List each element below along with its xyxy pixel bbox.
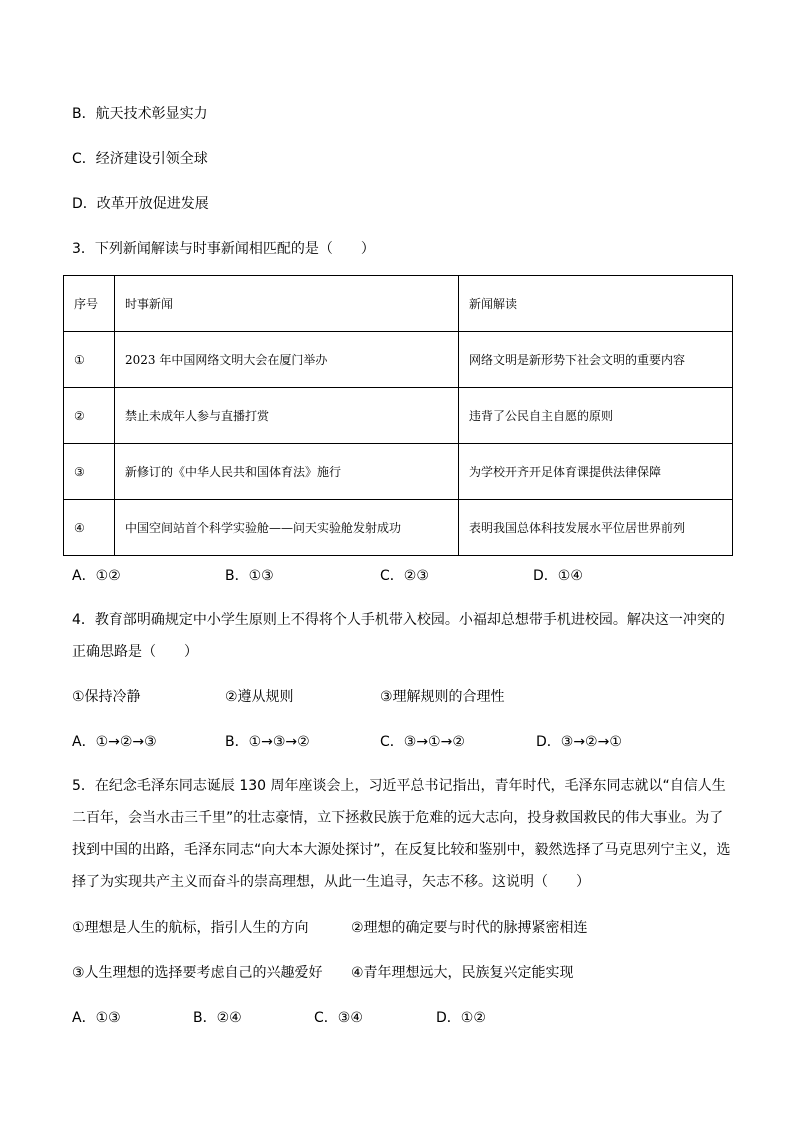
row-index: ④	[64, 500, 115, 556]
q5-option-c: C．③④	[314, 1010, 363, 1026]
q5-stem-line-3: 找到中国的出路，毛泽东同志“向大本大源处探讨”，在反复比较和鉴别中，毅然选择了马克思列宁主义，选	[72, 842, 731, 858]
q4-option-a: A．①→②→③	[72, 734, 157, 750]
q3-stem: 3．下列新闻解读与时事新闻相匹配的是（ ）	[72, 241, 375, 257]
table-row	[64, 332, 733, 388]
row-index: ②	[64, 388, 115, 444]
table-header-row	[64, 276, 733, 332]
q3-option-d: D．①④	[533, 568, 583, 584]
table-row	[64, 388, 733, 444]
q3-option-b: B．①③	[225, 568, 274, 584]
row-news: 新修订的《中华人民共和国体育法》施行	[115, 444, 459, 500]
q5-item-2: ②理想的确定要与时代的脉搏紧密相连	[351, 920, 588, 936]
header-interpretation: 新闻解读	[459, 276, 733, 332]
q5-stem-line-1: 5．在纪念毛泽东同志诞辰 130 周年座谈会上，习近平总书记指出，青年时代，毛泽东同志就以“自信人生	[72, 778, 726, 794]
header-index: 序号	[64, 276, 115, 332]
table-row	[64, 444, 733, 500]
q4-item-1: ①保持冷静	[72, 689, 141, 705]
row-index: ③	[64, 444, 115, 500]
row-interpretation: 表明我国总体科技发展水平位居世界前列	[459, 500, 733, 556]
row-interpretation: 违背了公民自主自愿的原则	[459, 388, 733, 444]
q3-news-table	[63, 275, 733, 556]
q3-option-a: A．①②	[72, 568, 121, 584]
q3-option-c: C．②③	[380, 568, 429, 584]
q5-option-b: B．②④	[193, 1010, 242, 1026]
q4-option-d: D．③→②→①	[536, 734, 622, 750]
row-news: 2023 年中国网络文明大会在厦门举办	[115, 332, 459, 388]
table-row	[64, 500, 733, 556]
row-interpretation: 网络文明是新形势下社会文明的重要内容	[459, 332, 733, 388]
q4-item-2: ②遵从规则	[225, 689, 294, 705]
q5-stem-line-4: 择了为实现共产主义而奋斗的崇高理想，从此一生追寻，矢志不移。这说明（ ）	[72, 874, 590, 890]
q5-stem-line-2: 二百年，会当水击三千里”的壮志豪情，立下拯救民族于危难的远大志向，投身救国救民的伟大事业。为了	[72, 810, 724, 826]
q5-item-3: ③人生理想的选择要考虑自己的兴趣爱好	[72, 965, 323, 981]
header-news: 时事新闻	[115, 276, 459, 332]
q4-option-b: B．①→③→②	[225, 734, 310, 750]
row-news: 禁止未成年人参与直播打赏	[115, 388, 459, 444]
q2-option-d: D．改革开放促进发展	[72, 196, 209, 212]
row-index: ①	[64, 332, 115, 388]
q5-item-1: ①理想是人生的航标，指引人生的方向	[72, 920, 309, 936]
q5-item-4: ④青年理想远大，民族复兴定能实现	[351, 965, 574, 981]
q4-item-3: ③理解规则的合理性	[380, 689, 505, 705]
q5-option-a: A．①③	[72, 1010, 121, 1026]
q5-option-d: D．①②	[436, 1010, 486, 1026]
q4-stem-line-1: 4．教育部明确规定中小学生原则上不得将个人手机带入校园。小福却总想带手机进校园。解决这一冲突的	[72, 612, 725, 628]
q4-option-c: C．③→①→②	[380, 734, 465, 750]
q2-option-c: C．经济建设引领全球	[72, 151, 208, 167]
q4-stem-line-2: 正确思路是（ ）	[72, 644, 198, 660]
row-interpretation: 为学校开齐开足体育课提供法律保障	[459, 444, 733, 500]
q2-option-b: B．航天技术彰显实力	[72, 106, 208, 122]
row-news: 中国空间站首个科学实验舱——问天实验舱发射成功	[115, 500, 459, 556]
